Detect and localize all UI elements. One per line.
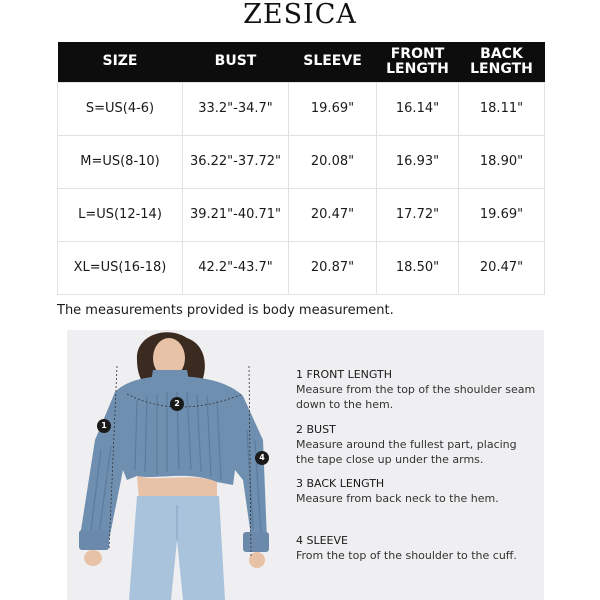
table-row xyxy=(58,135,545,188)
guide-title: 1 FRONT LENGTH xyxy=(296,368,392,381)
marker-bust: 2 xyxy=(170,397,184,411)
cell-bust: 36.22"-37.72" xyxy=(183,135,289,188)
cell-bust: 33.2"-34.7" xyxy=(183,82,289,135)
guide-sleeve xyxy=(296,533,536,563)
guide-back-length xyxy=(296,476,536,506)
right-cuff xyxy=(243,532,269,552)
table-row xyxy=(58,188,545,241)
guide-description: Measure around the fullest part, placing the tape close up under the arms. xyxy=(296,438,517,466)
cell-front-length: 16.93" xyxy=(377,135,459,188)
left-cuff xyxy=(79,530,109,550)
header-front-length: FRONT LENGTH xyxy=(377,42,459,82)
table-row xyxy=(58,241,545,294)
left-hand xyxy=(84,550,102,566)
cell-sleeve: 20.47" xyxy=(289,188,377,241)
guide-title: 3 BACK LENGTH xyxy=(296,477,385,490)
cell-sleeve: 19.69" xyxy=(289,82,377,135)
cell-back-length: 18.90" xyxy=(459,135,545,188)
guide-title: 4 SLEEVE xyxy=(296,534,348,547)
marker-front-length: 1 xyxy=(97,419,111,433)
cell-back-length: 20.47" xyxy=(459,241,545,294)
cell-sleeve: 20.87" xyxy=(289,241,377,294)
guide-title: 2 BUST xyxy=(296,423,336,436)
cell-sleeve: 20.08" xyxy=(289,135,377,188)
guide-bust xyxy=(296,422,536,467)
measurement-note: The measurements provided is body measurement. xyxy=(57,303,394,318)
cell-front-length: 17.72" xyxy=(377,188,459,241)
header-size: SIZE xyxy=(58,42,183,82)
table-row xyxy=(58,82,545,135)
cell-size: XL=US(16-18) xyxy=(58,241,183,294)
brand-logo: ZESICA xyxy=(243,0,357,30)
marker-sleeve: 4 xyxy=(255,451,269,465)
header-bust: BUST xyxy=(183,42,289,82)
cell-front-length: 16.14" xyxy=(377,82,459,135)
guide-front-length xyxy=(296,367,536,412)
cell-front-length: 18.50" xyxy=(377,241,459,294)
cell-size: M=US(8-10) xyxy=(58,135,183,188)
cell-back-length: 19.69" xyxy=(459,188,545,241)
right-hand xyxy=(249,552,265,568)
cell-bust: 42.2"-43.7" xyxy=(183,241,289,294)
size-chart-table xyxy=(57,42,545,295)
table-header-row xyxy=(58,42,545,82)
cell-bust: 39.21"-40.71" xyxy=(183,188,289,241)
guide-description: Measure from back neck to the hem. xyxy=(296,492,499,505)
cell-size: S=US(4-6) xyxy=(58,82,183,135)
guide-description: From the top of the shoulder to the cuff. xyxy=(296,549,517,562)
cell-size: L=US(12-14) xyxy=(58,188,183,241)
guide-description: Measure from the top of the shoulder seam down to the hem. xyxy=(296,383,536,411)
header-sleeve: SLEEVE xyxy=(289,42,377,82)
header-back-length: BACK LENGTH xyxy=(459,42,545,82)
cell-back-length: 18.11" xyxy=(459,82,545,135)
